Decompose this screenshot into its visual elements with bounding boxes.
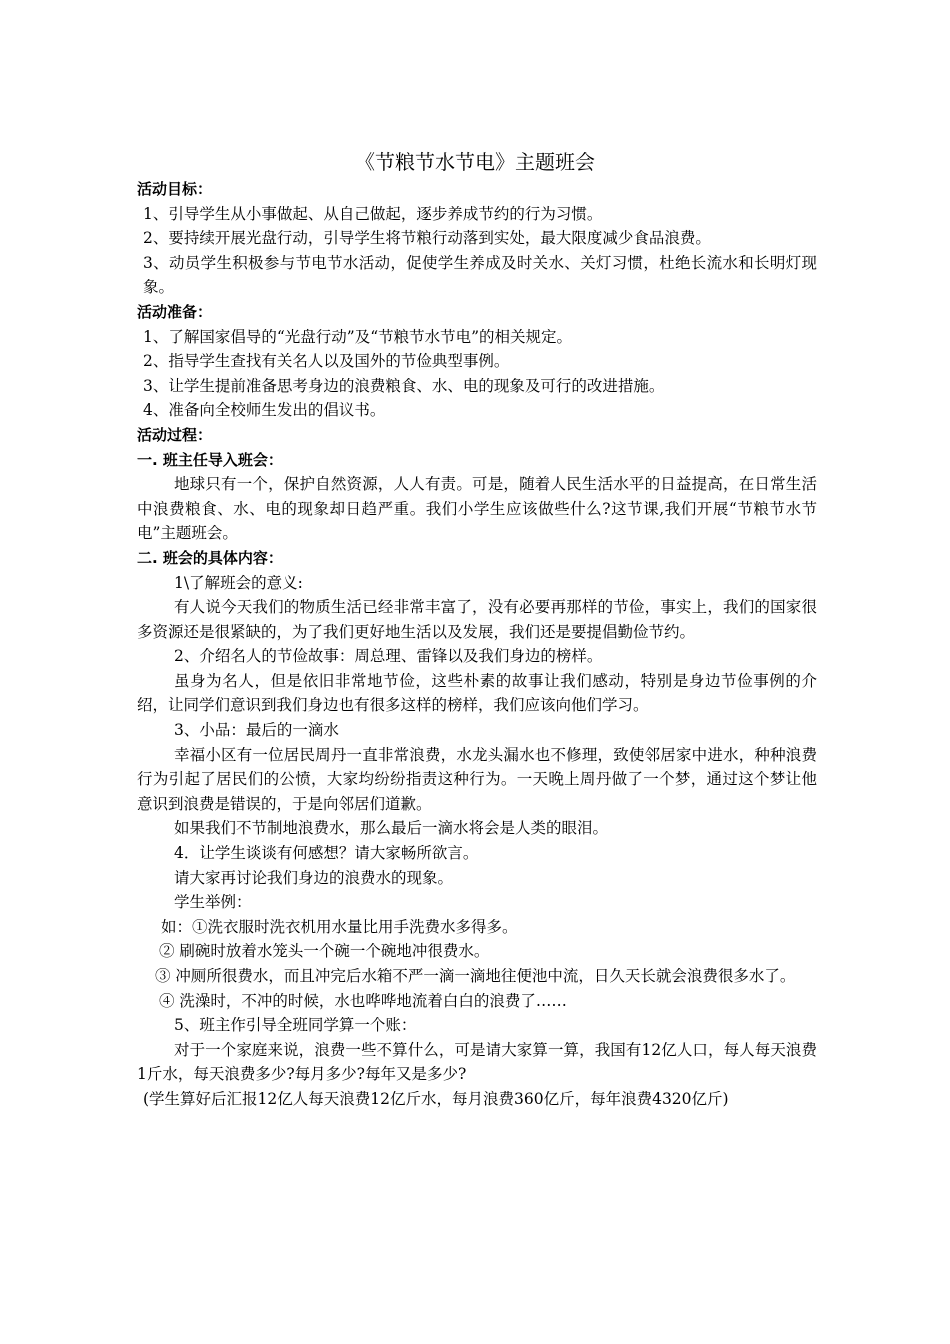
paragraph: 2、指导学生查找有关名人以及国外的节俭典型事例。: [143, 352, 510, 371]
document-title: 《节粮节水节电》主题班会: [355, 150, 595, 174]
paragraph: 3、让学生提前准备思考身边的浪费粮食、水、电的现象及可行的改进措施。: [143, 376, 665, 395]
paragraph: 如：①洗衣服时洗衣机用水量比用手洗费水多得多。: [161, 917, 518, 936]
section-heading: 活动过程：: [137, 425, 213, 444]
paragraph: 1、了解国家倡导的“光盘行动”及“节粮节水节电”的相关规定。: [143, 327, 573, 346]
section-heading: 二. 班会的具体内容：: [137, 548, 283, 567]
paragraph: 3、小品：最后的一滴水: [174, 721, 339, 740]
paragraph: 1\了解班会的意义:: [174, 573, 303, 592]
section-heading: 一. 班主任导入班会：: [137, 450, 283, 469]
paragraph: 如果我们不节制地浪费水，那么最后一滴水将会是人类的眼泪。: [174, 819, 609, 838]
paragraph: 地球只有一个，保护自然资源，人人有责。可是，随着人民生活水平的日益提高，在日常生活中浪费粮食、水、电的现象却日趋严重。我们小学生应该做些什么?这节课,我们开展“节粮节水节电”主题班会。: [137, 475, 817, 543]
paragraph: ② 刷碗时放着水笼头一个碗一个碗地冲很费水。: [159, 942, 490, 961]
section-heading: 活动准备：: [137, 302, 213, 321]
section-heading: 活动目标：: [137, 180, 213, 198]
paragraph: (学生算好后汇报12亿人每天浪费12亿斤水，每月浪费360亿斤，每年浪费4320亿斤): [143, 1089, 729, 1108]
paragraph: 2、要持续开展光盘行动，引导学生将节粮行动落到实处，最大限度减少食品浪费。: [143, 229, 711, 248]
paragraph: 学生举例：: [174, 893, 252, 912]
paragraph: ④ 洗澡时，不冲的时候，水也哗哗地流着白白的浪费了……: [159, 991, 567, 1010]
paragraph: ③ 冲厕所很费水，而且冲完后水箱不严一滴一滴地往便池中流，日久天长就会浪费很多水了。: [155, 967, 796, 985]
paragraph: 幸福小区有一位居民周丹一直非常浪费，水龙头漏水也不修理，致使邻居家中进水，种种浪费行为引起了居民们的公愤，大家均纷纷指责这种行为。一天晚上周丹做了一个梦，通过这个梦让他意识到浪费是错误的，于是向邻居们道歉。: [137, 745, 817, 813]
paragraph: 4、准备向全校师生发出的倡议书。: [143, 401, 386, 420]
document-body: [137, 177, 817, 1112]
paragraph: 请大家再讨论我们身边的浪费水的现象。: [174, 868, 454, 887]
paragraph: 虽身为名人，但是依旧非常地节俭，这些朴素的故事让我们感动，特别是身边节俭事例的介绍，让同学们意识到我们身边也有很多这样的榜样，我们应该向他们学习。: [137, 671, 817, 715]
paragraph: 2、介绍名人的节俭故事：周总理、雷锋以及我们身边的榜样。: [174, 647, 603, 666]
paragraph: 3、动员学生积极参与节电节水活动，促使学生养成及时关水、关灯习惯，杜绝长流水和长明灯现象。: [143, 253, 817, 297]
paragraph: 对于一个家庭来说，浪费一些不算什么，可是请大家算一算，我国有12亿人口，每人每天浪费1斤水，每天浪费多少?每月多少?每年又是多少?: [137, 1040, 817, 1084]
paragraph: 5、班主作引导全班同学算一个账：: [174, 1016, 417, 1035]
paragraph: 4．让学生谈谈有何感想？请大家畅所欲言。: [174, 844, 479, 863]
paragraph: 有人说今天我们的物质生活已经非常丰富了，没有必要再那样的节俭，事实上，我们的国家很多资源还是很紧缺的，为了我们更好地生活以及发展，我们还是要提倡勤俭节约。: [137, 598, 817, 641]
paragraph: 1、引导学生从小事做起、从自己做起，逐步养成节约的行为习惯。: [143, 204, 603, 223]
